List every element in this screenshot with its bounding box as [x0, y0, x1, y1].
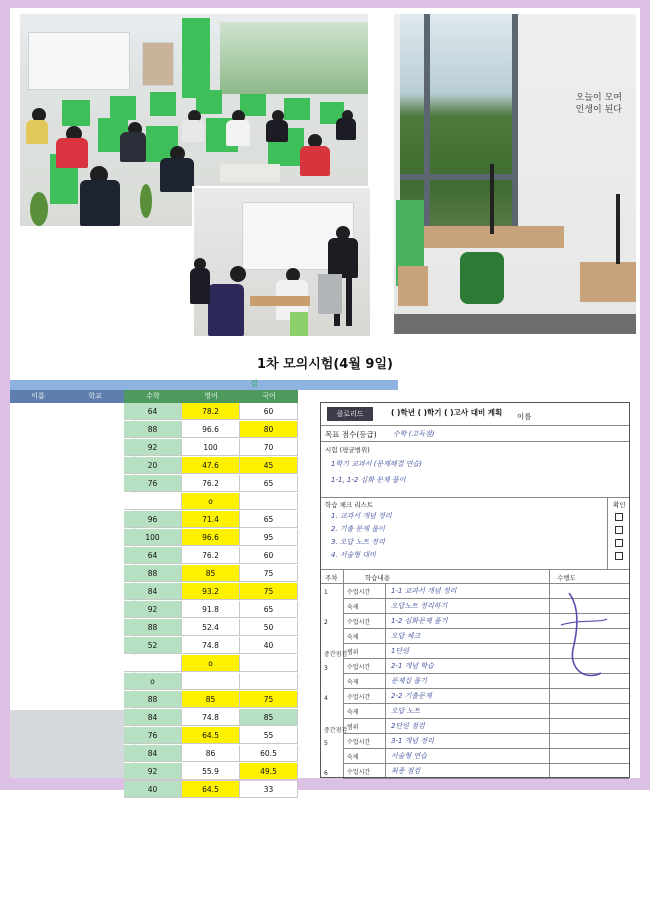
- cell-math: [124, 493, 182, 510]
- plan-row-label: 수업시간: [347, 694, 371, 701]
- study-plan-form: [312, 392, 632, 778]
- plan-row-handwriting: 오답노트 정리하기: [391, 602, 448, 610]
- scope-label: 시험 (평균범위): [325, 446, 370, 454]
- col-header-korean: 국어: [240, 390, 298, 403]
- cell-eng: 76.2: [182, 475, 240, 492]
- cell-eng: 74.8: [182, 637, 240, 654]
- teacher-photo: [192, 186, 370, 336]
- cell-kor: 80: [240, 421, 298, 438]
- cell-kor: 50: [240, 619, 298, 636]
- col-content: 학습내용: [365, 574, 391, 582]
- cell-kor: [240, 493, 298, 510]
- checkbox-1[interactable]: [615, 513, 623, 521]
- cell-math: 64: [124, 403, 182, 420]
- plan-row-handwriting: 서술형 연습: [391, 752, 428, 760]
- cell-eng: 78.2: [182, 403, 240, 420]
- target-handwriting: 수학 (고득점): [393, 430, 435, 438]
- cell-math: 84: [124, 709, 182, 726]
- cell-kor: 60: [240, 547, 298, 564]
- cell-kor: 55: [240, 727, 298, 744]
- cell-math: 52: [124, 637, 182, 654]
- table-row: [10, 637, 310, 655]
- plan-row-handwriting: 최종 점검: [391, 767, 421, 775]
- table-row: [10, 691, 310, 709]
- study-plan-box: [320, 402, 630, 778]
- checkbox-4[interactable]: [615, 552, 623, 560]
- cell-math: 88: [124, 691, 182, 708]
- cell-kor: [240, 655, 298, 672]
- table-row: [10, 601, 310, 619]
- cell-kor: [240, 673, 298, 690]
- cell-math: 76: [124, 475, 182, 492]
- plan-row-handwriting: 1-1 교과서 개념 정리: [391, 587, 457, 595]
- name-label: 이름: [517, 412, 532, 421]
- week-label: 1: [324, 589, 328, 596]
- table-row: [10, 493, 310, 511]
- week-label: 4: [324, 695, 328, 702]
- cell-eng: 71.4: [182, 511, 240, 528]
- check-item-3: 3. 오답 노트 정리: [331, 538, 385, 546]
- checkbox-2[interactable]: [615, 526, 623, 534]
- table-row: [10, 655, 310, 673]
- cell-math: o: [124, 673, 182, 690]
- cell-math: 92: [124, 439, 182, 456]
- cell-math: 96: [124, 511, 182, 528]
- plan-row-handwriting: 2단원 점검: [391, 722, 425, 730]
- table-row: [10, 781, 310, 799]
- cell-kor: 75: [240, 691, 298, 708]
- cell-kor: 45: [240, 457, 298, 474]
- cell-kor: 65: [240, 511, 298, 528]
- check-column-label: 확인: [613, 501, 626, 509]
- plan-row-handwriting: 2-2 기출문제: [391, 692, 432, 700]
- cell-eng: 55.9: [182, 763, 240, 780]
- plan-row-label: 수업시간: [347, 739, 371, 746]
- table-row: [10, 439, 310, 457]
- plan-row-label: 수업시간: [347, 769, 371, 776]
- cell-eng: 86: [182, 745, 240, 762]
- cell-math: 88: [124, 565, 182, 582]
- cell-kor: 65: [240, 475, 298, 492]
- week-label: 3: [324, 665, 328, 672]
- cell-kor: 75: [240, 583, 298, 600]
- plan-row-label: 범위: [347, 649, 359, 656]
- cell-kor: 85: [240, 709, 298, 726]
- cell-math: 88: [124, 421, 182, 438]
- motivation-sign: 오늘이 모여 인생이 된다: [575, 93, 622, 115]
- table-row: [10, 619, 310, 637]
- table-row: [10, 475, 310, 493]
- cell-kor: 75: [240, 565, 298, 582]
- cell-math: 64: [124, 547, 182, 564]
- cell-eng: o: [182, 493, 240, 510]
- cell-math: 100: [124, 529, 182, 546]
- table-row: [10, 565, 310, 583]
- cell-math: 40: [124, 781, 182, 798]
- table-row: [10, 529, 310, 547]
- cell-eng: 76.2: [182, 547, 240, 564]
- plan-row-label: 수업시간: [347, 664, 371, 671]
- target-label: 목표 점수(등급): [325, 430, 377, 439]
- col-header-english: 영어: [182, 390, 240, 403]
- cell-eng: 96.6: [182, 421, 240, 438]
- cell-math: 76: [124, 727, 182, 744]
- cell-kor: 95: [240, 529, 298, 546]
- cell-kor: 60.5: [240, 745, 298, 762]
- checklist-label: 학습 체크 리스트: [325, 501, 374, 509]
- plan-row-label: 숙제: [347, 709, 359, 716]
- cell-math: 20: [124, 457, 182, 474]
- cell-eng: 96.6: [182, 529, 240, 546]
- desk-lamp: [490, 164, 494, 234]
- collage-canvas: [10, 8, 640, 794]
- exam-title: 1차 모의시험(4월 9일): [257, 357, 393, 372]
- whiteboard: [28, 32, 130, 90]
- cell-kor: 40: [240, 637, 298, 654]
- window: [220, 22, 368, 94]
- table-row: [10, 547, 310, 565]
- plan-row-label: 범위: [347, 724, 359, 731]
- cell-eng: 52.4: [182, 619, 240, 636]
- cell-eng: 91.8: [182, 601, 240, 618]
- plan-row-handwriting: 1단원: [391, 647, 409, 655]
- col-week: 주차: [325, 574, 338, 582]
- check-item-1: 1. 교과서 개념 정리: [331, 512, 392, 520]
- check-item-2: 2. 기출 문제 풀이: [331, 525, 385, 533]
- blurred-names: [10, 710, 124, 778]
- score-sheet: [10, 379, 310, 794]
- col-performance: 수행도: [557, 574, 576, 582]
- bookshelf: [142, 42, 174, 86]
- cell-kor: 49.5: [240, 763, 298, 780]
- col-header-school: 학교: [66, 390, 124, 403]
- cell-eng: o: [182, 655, 240, 672]
- handwritten-scribble: [551, 589, 611, 699]
- plan-row-label: 숙제: [347, 634, 359, 641]
- cell-eng: 47.6: [182, 457, 240, 474]
- plan-title: ( )학년 ( )학기 ( )고사 대비 계획: [391, 408, 503, 417]
- study-booth-photo: [394, 14, 636, 334]
- plan-row-label: 숙제: [347, 754, 359, 761]
- cell-eng: 85: [182, 691, 240, 708]
- plan-row-handwriting: 1-2 심화문제 풀기: [391, 617, 448, 625]
- cell-math: 92: [124, 601, 182, 618]
- checkbox-3[interactable]: [615, 539, 623, 547]
- week-label: 중간점검: [324, 651, 348, 658]
- plan-row-handwriting: 오답 노트: [391, 707, 421, 715]
- table-row: [10, 583, 310, 601]
- booth-desk: [424, 226, 564, 248]
- plan-row-handwriting: 2-1 개념 학습: [391, 662, 434, 670]
- cell-eng: 74.8: [182, 709, 240, 726]
- cell-math: 84: [124, 583, 182, 600]
- green-chair: [460, 252, 504, 304]
- cell-math: 88: [124, 619, 182, 636]
- week-label: 5: [324, 740, 328, 747]
- cell-kor: 33: [240, 781, 298, 798]
- col-header-math: 수학: [124, 390, 182, 403]
- plan-row-handwriting: 문제집 풀기: [391, 677, 428, 685]
- cell-eng: 64.5: [182, 781, 240, 798]
- table-row: [10, 421, 310, 439]
- green-wall-panel: [182, 18, 210, 98]
- col-header-name: 이름: [10, 390, 66, 403]
- plan-row-handwriting: 오답 체크: [391, 632, 421, 640]
- academy-logo: 클로리드: [327, 407, 373, 421]
- table-row: [10, 511, 310, 529]
- table-row: [10, 403, 310, 421]
- week-label: 2: [324, 619, 328, 626]
- plan-row-handwriting: 3-1 개념 정리: [391, 737, 434, 745]
- cell-eng: 100: [182, 439, 240, 456]
- week-label: 6: [324, 770, 328, 777]
- cell-eng: 85: [182, 565, 240, 582]
- table-row: [10, 673, 310, 691]
- cell-math: 92: [124, 763, 182, 780]
- scope-handwriting-2: 1-1, 1-2 심화 문제 풀이: [331, 476, 406, 484]
- cell-kor: 65: [240, 601, 298, 618]
- cell-eng: 64.5: [182, 727, 240, 744]
- cell-math: [124, 655, 182, 672]
- cell-eng: 93.2: [182, 583, 240, 600]
- check-item-4: 4. 서술형 대비: [331, 551, 376, 559]
- cell-kor: 70: [240, 439, 298, 456]
- week-label: 중간점검: [324, 727, 348, 734]
- plan-row-label: 숙제: [347, 604, 359, 611]
- scope-handwriting-1: 1학기 교과서 (문제해결 연습): [331, 460, 422, 468]
- plan-row-label: 수업시간: [347, 619, 371, 626]
- plan-row-label: 숙제: [347, 679, 359, 686]
- cell-eng: [182, 673, 240, 690]
- table-row: [10, 457, 310, 475]
- plan-row-label: 수업시간: [347, 589, 371, 596]
- sheet-header-band: 점: [10, 380, 398, 390]
- cell-math: 84: [124, 745, 182, 762]
- cell-kor: 60: [240, 403, 298, 420]
